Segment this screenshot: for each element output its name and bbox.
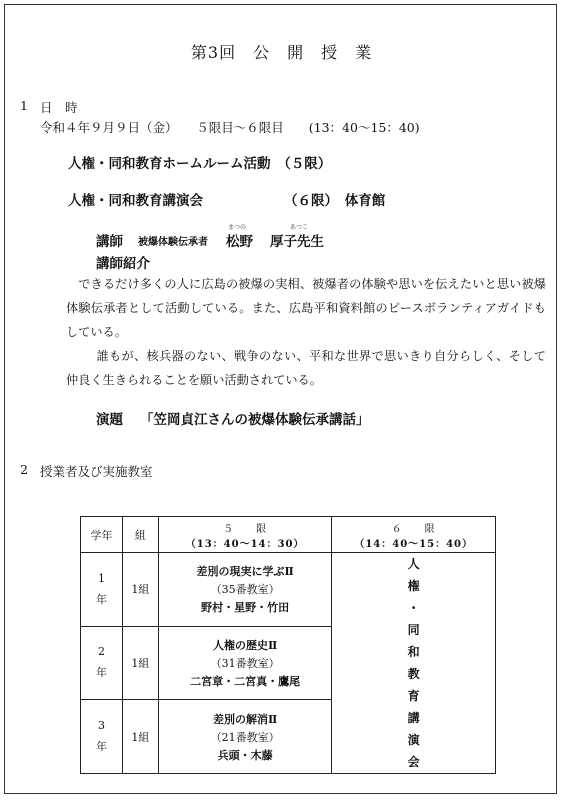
ruby-surname: まつの <box>228 224 247 231</box>
section2-heading: 授業者及び実施教室 <box>40 464 153 479</box>
period6-vertical-text <box>408 553 420 773</box>
period6-char: 同 <box>407 623 420 637</box>
table-header-row <box>81 517 496 553</box>
date-line: 令和４年９月９日（金） ５限目～６限目 (13：40～15：40) <box>40 120 420 135</box>
header-class: 組 <box>122 517 158 553</box>
subject: 人権の歴史Ⅱ <box>212 638 278 652</box>
activity-lecture-name: 人権・同和教育講演会 <box>68 193 203 209</box>
lecturer-label: 講師 <box>96 234 123 250</box>
section2-number: 2 <box>20 462 28 477</box>
intro-paragraph-1: できるだけ多くの人に広島の被爆の実相、被爆者の体験や思いを伝えたいと思い被爆体験伝承者として活動している。また、広島平和資料館のピースボランティアガイドもしている。 <box>66 277 546 339</box>
period5-label: ５ 限 <box>223 523 268 535</box>
period6-cell <box>332 553 496 774</box>
period5-cell <box>158 553 332 627</box>
grade-cell <box>81 700 123 774</box>
period6-char: 和 <box>407 645 420 659</box>
subject: 差別の解消Ⅱ <box>212 712 278 726</box>
grade-cell <box>81 553 123 627</box>
room: （35番教室） <box>210 583 280 597</box>
schedule-table <box>80 516 496 774</box>
grade-number: 2 <box>97 645 105 659</box>
section1-heading: 日 時 <box>40 100 78 115</box>
period6-char: ・ <box>407 601 420 615</box>
grade-cell <box>81 626 123 700</box>
period6-time: （14：40～15：40） <box>354 538 474 550</box>
header-period5 <box>158 517 332 553</box>
period6-char: 講 <box>407 711 420 725</box>
grade-unit: 年 <box>95 592 107 606</box>
subject: 差別の現実に学ぶⅡ <box>196 565 294 579</box>
grade-number: 3 <box>97 719 105 733</box>
class-cell: 1組 <box>122 700 158 774</box>
period6-char: 人 <box>407 557 420 571</box>
grade-unit: 年 <box>95 666 107 680</box>
header-period6 <box>332 517 496 553</box>
activity-homeroom: 人権・同和教育ホームルーム活動 （５限） <box>68 156 332 172</box>
period5-cell <box>158 700 332 774</box>
grade-number: 1 <box>97 571 105 585</box>
period5-cell <box>158 626 332 700</box>
class-cell: 1組 <box>122 553 158 627</box>
period6-char: 育 <box>407 689 420 703</box>
room: （31番教室） <box>210 656 280 670</box>
section1-number: 1 <box>20 98 28 113</box>
teachers: 野村・星野・竹田 <box>201 601 290 615</box>
room: （21番教室） <box>210 730 280 744</box>
period6-label: ６ 限 <box>391 523 436 535</box>
intro-label: 講師紹介 <box>96 256 150 272</box>
ruby-given: あつこ <box>290 224 309 231</box>
topic-label: 演題 <box>96 412 123 428</box>
activity-lecture-period: （６限） 体育館 <box>284 193 386 209</box>
period5-time: （13：40～14：30） <box>185 538 305 550</box>
period6-char: 教 <box>407 667 420 681</box>
period6-char: 会 <box>407 755 420 769</box>
period6-char: 演 <box>407 733 420 747</box>
header-grade: 学年 <box>81 517 123 553</box>
lecturer-surname: 松野 <box>226 234 253 250</box>
intro-paragraph-2: 誰もが、核兵器のない、戦争のない、平和な世界で思いきり自分らしく、そして仲良く生きられることを願い活動されている。 <box>66 349 546 387</box>
teachers: 二宮章・二宮真・鷹尾 <box>190 674 301 688</box>
class-cell: 1組 <box>122 626 158 700</box>
table-row <box>81 553 496 627</box>
topic-title: 「笠岡貞江さんの被爆体験伝承講話」 <box>140 412 370 428</box>
period6-char: 権 <box>407 579 420 593</box>
page-title: 第3回 公 開 授 業 <box>190 43 373 62</box>
grade-unit: 年 <box>95 740 107 754</box>
teachers: 兵頭・木藤 <box>217 748 273 762</box>
lecturer-given: 厚子先生 <box>270 234 324 250</box>
lecturer-role: 被爆体験伝承者 <box>138 237 208 248</box>
